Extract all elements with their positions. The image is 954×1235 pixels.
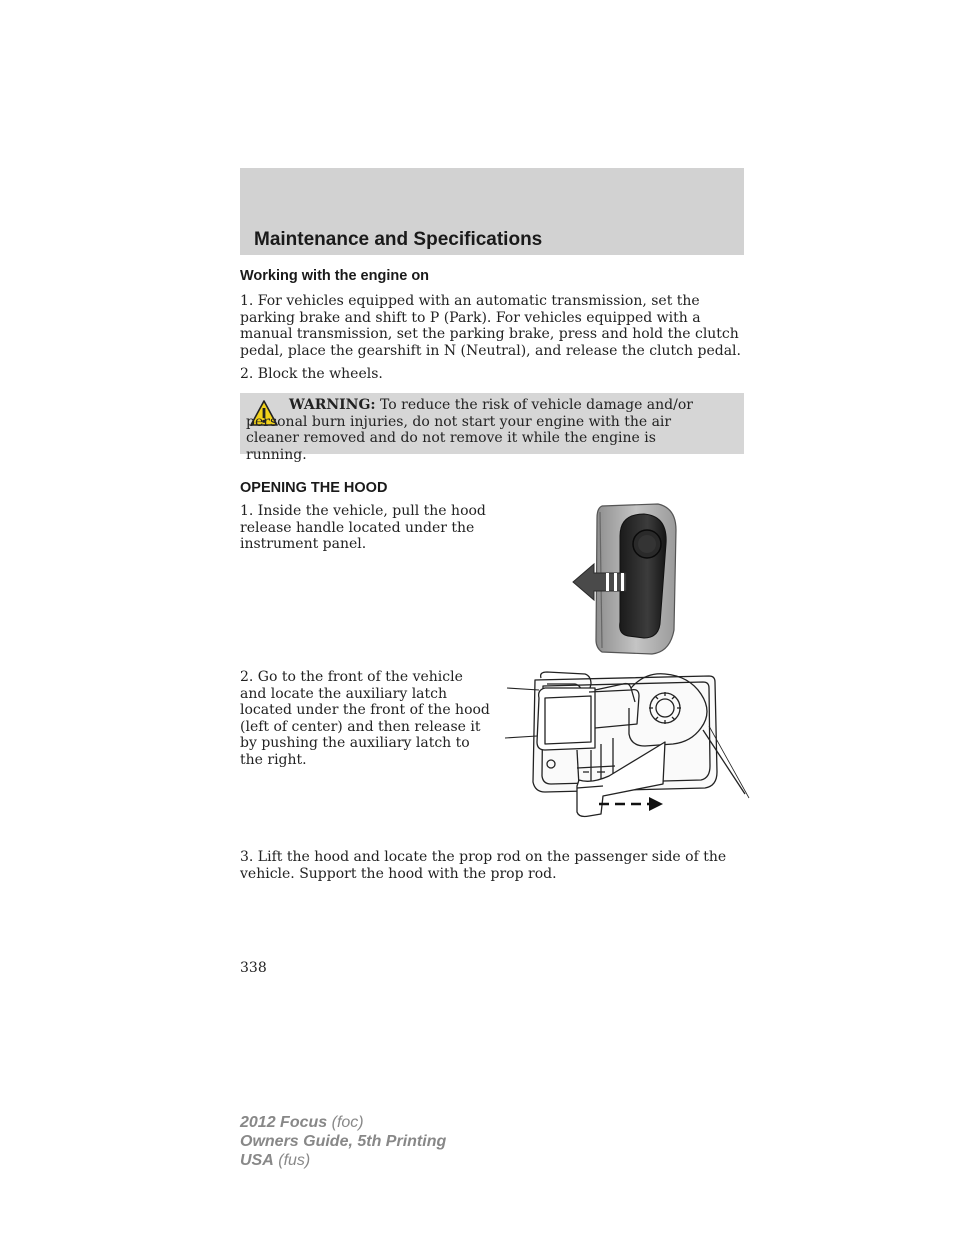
warning-text: To reduce the risk of vehicle damage and/or personal burn injuries, do not start your engine with the air cleaner removed and do not remove it while the engine is running. — [246, 397, 693, 463]
hood-step-2: 2. Go to the front of the vehicle and locate the auxiliary latch located under the front of the hood (left of center) and then release it by pushing the auxiliary latch to the right. — [240, 669, 490, 768]
section-title: Maintenance and Specifications — [254, 229, 543, 250]
warning-label: WARNING: — [289, 397, 376, 413]
footer-model-code: (foc) — [331, 1114, 364, 1131]
footer-region: USA — [240, 1152, 274, 1169]
engine-on-step-1: 1. For vehicles equipped with an automatic transmission, set the parking brake and shift to P (Park). For vehicles equipped with a manual transmission, set the parking brake, press and hold the clutch pedal, place the gearshift in N (Neutral), and release the clutch pedal. — [240, 293, 741, 359]
hood-step-1: 1. Inside the vehicle, pull the hood release handle located under the instrument panel. — [240, 503, 486, 552]
warning-paragraph — [246, 397, 716, 463]
subheading-engine-on: Working with the engine on — [240, 268, 430, 284]
footer-guide: Owners Guide, 5th Printing — [240, 1133, 447, 1150]
footer-region-code: (fus) — [278, 1152, 311, 1169]
warning-box — [240, 393, 744, 463]
page-number: 338 — [240, 960, 267, 976]
footer-model: 2012 Focus — [240, 1114, 328, 1131]
left-arrow-icon — [606, 573, 609, 591]
section-header-band — [240, 168, 744, 255]
subheading-opening-hood: OPENING THE HOOD — [240, 480, 388, 496]
dashed-right-arrow-icon — [599, 797, 663, 811]
hood-step-3: 3. Lift the hood and locate the prop rod on the passenger side of the vehicle. Support the hood with the prop rod. — [240, 849, 727, 882]
document-footer — [240, 1113, 446, 1170]
engine-on-step-2: 2. Block the wheels. — [240, 366, 383, 382]
hood-release-handle-illustration — [570, 502, 680, 657]
auxiliary-latch-illustration — [505, 668, 750, 818]
